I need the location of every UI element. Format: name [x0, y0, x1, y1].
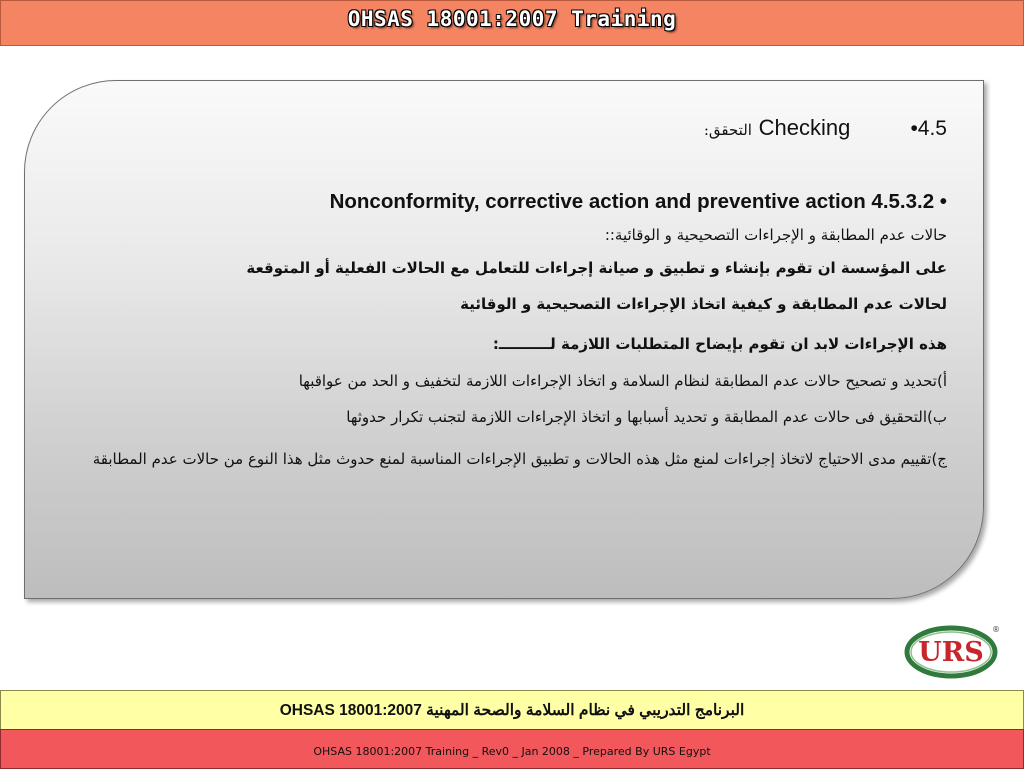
footer-program-title: البرنامج التدريبي في نظام السلامة والصحة المهنية OHSAS 18001:2007: [279, 702, 745, 719]
logo-registered-mark: ®: [992, 625, 1000, 634]
footer-credit: OHSAS 18001:2007 Training _ Rev0 _ Jan 2008 _ Prepared By URS Egypt: [313, 745, 711, 758]
section-number: 4.5•: [910, 117, 947, 140]
footer-credit-bar: [0, 729, 1024, 769]
body-text-line: على المؤسسة ان تقوم بإنشاء و تطبيق و صيانة إجراءات للتعامل مع الحالات الفعلية أو المتوقعة: [246, 259, 947, 277]
list-item-a: أ)تحديد و تصحيح حالات عدم المطابقة لنظام السلامة و اتخاذ الإجراءات اللازمة لتخفيف و الحد من عواقبها: [298, 372, 947, 390]
subsection-heading: Nonconformity, corrective action and preventive action 4.5.3.2 •: [329, 190, 947, 213]
list-item-c: ج)تقييم مدى الاحتياج لاتخاذ إجراءات لمنع مثل هذه الحالات و تطبيق الإجراءات المناسبة لمنع حدوث مثل هذا النوع من حالات عدم المطابقة: [92, 450, 947, 468]
section-title-en: Checking: [758, 115, 851, 140]
content-panel: [24, 80, 984, 599]
urs-logo-icon: [903, 621, 1003, 683]
body-text-line: هذه الإجراءات لابد ان تقوم بإيضاح المتطلبات اللازمة لــــــــــ:: [492, 335, 947, 353]
body-text-line: لحالات عدم المطابقة و كيفية اتخاذ الإجراءات التصحيحية و الوقائية: [460, 295, 947, 313]
footer-program-bar: [0, 690, 1024, 730]
subsection-heading-ar: حالات عدم المطابقة و الإجراءات التصحيحية و الوقائية::: [604, 226, 947, 244]
section-title-ar: التحقق:: [703, 121, 752, 139]
section-heading: [704, 115, 947, 141]
list-item-b: ب)التحقيق فى حالات عدم المطابقة و تحديد أسبابها و اتخاذ الإجراءات اللازمة لتجنب تكرار حدوثها: [346, 408, 947, 426]
header-bar: [0, 0, 1024, 46]
logo-text: URS: [918, 637, 984, 668]
page-title: OHSAS 18001:2007 Training: [347, 7, 677, 31]
urs-logo-graphic: [903, 621, 1003, 683]
